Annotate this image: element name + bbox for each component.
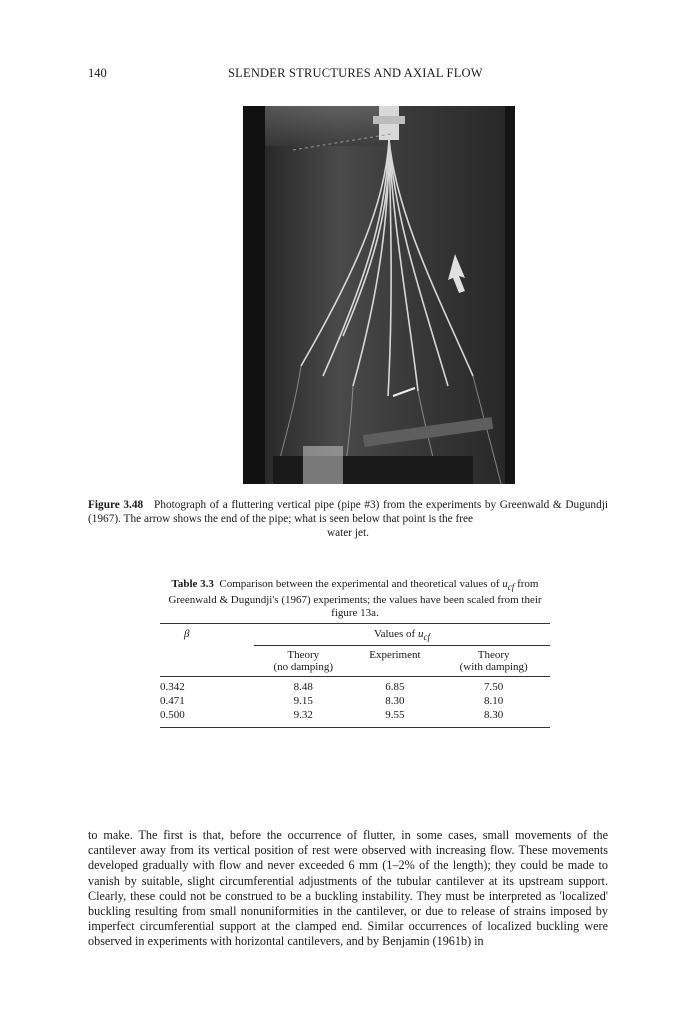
table-row — [160, 695, 550, 709]
table-row — [160, 677, 550, 696]
col-header-line2: (no damping) — [273, 661, 334, 674]
cell-experiment: 9.55 — [385, 709, 405, 722]
cell-theory-no-damping: 9.15 — [293, 695, 313, 708]
cell-theory-with-damping: 8.30 — [484, 709, 504, 722]
body-paragraph: to make. The first is that, before the occurrence of flutter, in some cases, small movements of the cantilever away from its vertical position of rest were observed with increasing flow. These movements developed gradually with flow and never exceeded 6 mm (1–2% of the length); they could be made to vanish by suitable, slight circumferential adjustments of the tubular cantilever at its upstream support. Clearly, these could not be construed to be a buckling instability. They must be interpreted as 'localized' buckling resulting from small nonuniformities in the cantilever, or due to release of strains imposed by imperfect circumferential support at the clamped end. Similar occurrences of localized buckling were observed in experiments with horizontal cantilevers, and by Benjamin (1961b) in — [88, 828, 608, 949]
fluttering-pipe-photo — [243, 106, 515, 484]
beta-header: β — [184, 628, 190, 640]
col-experiment-header — [352, 646, 437, 677]
group-header-var: u — [417, 628, 424, 640]
figure-label: Figure 3.48 — [88, 499, 144, 511]
table-caption — [160, 578, 550, 620]
col-theory-no-damping-header — [254, 646, 352, 677]
table-header-row — [160, 624, 550, 646]
figure-photograph — [243, 106, 515, 484]
figure-caption-text: Photograph of a fluttering vertical pipe (pipe #3) from the experiments by Greenwald & Dugundji (1967). The arrow shows the end of the pipe; what is seen below that point is the free — [88, 499, 609, 525]
cell-experiment: 6.85 — [385, 681, 405, 694]
col-header-line1: Experiment — [369, 649, 421, 662]
table-caption-var: u — [502, 578, 508, 590]
table-caption-var-sub: cf — [507, 582, 515, 593]
cell-theory-no-damping: 8.48 — [293, 681, 313, 694]
cell-theory-with-damping: 7.50 — [484, 681, 504, 694]
group-header-prefix: Values of — [373, 628, 418, 640]
col-header-line1: Theory — [477, 649, 510, 662]
comparison-table — [160, 623, 550, 728]
figure-caption-end: water jet. — [326, 527, 370, 539]
table-row — [160, 709, 550, 728]
cell-beta: 0.342 — [160, 681, 185, 694]
table-caption-part2: from Greenwald & Dugundji's (1967) experiments; the values have been scaled from their figure 13a. — [168, 578, 542, 620]
table-label: Table 3.3 — [171, 578, 214, 590]
cell-experiment: 8.30 — [385, 695, 405, 708]
group-header-sub: cf — [423, 632, 431, 643]
page-header — [88, 66, 608, 84]
cell-beta: 0.471 — [160, 695, 185, 708]
running-title: SLENDER STRUCTURES AND AXIAL FLOW — [228, 66, 483, 80]
cell-theory-no-damping: 9.32 — [293, 709, 313, 722]
cell-theory-with-damping: 8.10 — [484, 695, 504, 708]
figure-caption — [88, 498, 608, 540]
cell-beta: 0.500 — [160, 709, 185, 722]
col-theory-with-damping-header — [437, 646, 550, 677]
col-header-line2: (with damping) — [459, 661, 528, 674]
page-number: 140 — [88, 66, 107, 80]
col-header-line1: Theory — [287, 649, 320, 662]
column-header-row — [160, 646, 550, 677]
table-caption-part1: Comparison between the experimental and theoretical values of — [219, 578, 503, 590]
